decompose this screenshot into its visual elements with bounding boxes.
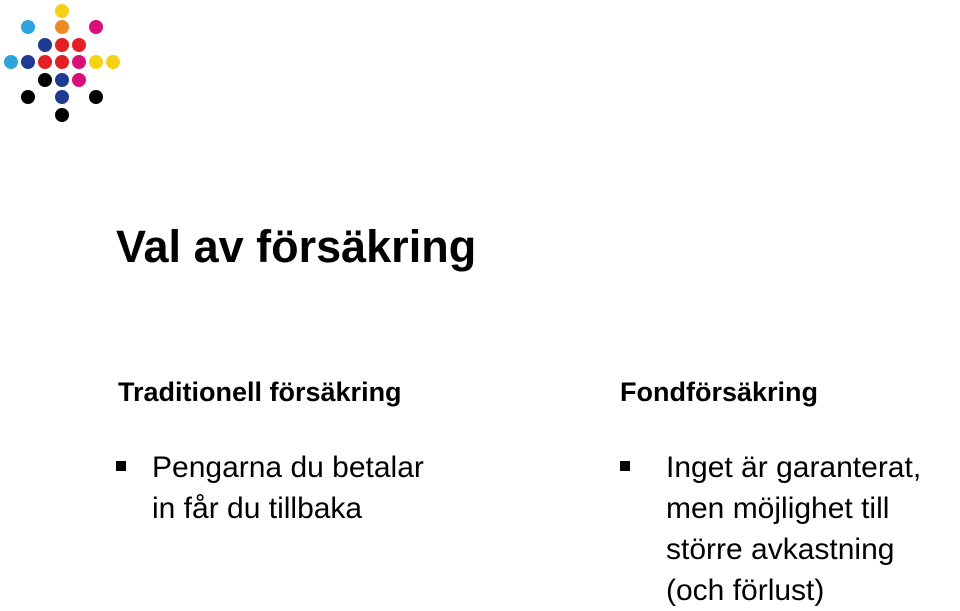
traditional-insurance-heading: Traditionell försäkring: [118, 377, 402, 407]
logo-dot: [38, 38, 52, 52]
fund-insurance-bullets: [620, 447, 921, 611]
logo-dot: [89, 90, 103, 104]
bullet-text-line: in får du tillbaka: [152, 492, 363, 525]
bullet-item: [620, 447, 921, 611]
logo-dot: [55, 55, 69, 69]
fund-insurance-heading: Fondförsäkring: [620, 377, 819, 407]
traditional-insurance-column: [118, 374, 518, 525]
bullet-text-line: större avkastning: [666, 533, 895, 566]
logo-dot: [72, 38, 86, 52]
bullet-text-line: men möjlighet till: [666, 492, 890, 525]
slide-title: Val av försäkring: [116, 221, 477, 272]
logo-dot: [4, 55, 18, 69]
logo-dot: [55, 108, 69, 122]
logo-dot: [55, 90, 69, 104]
logo-dot: [38, 55, 52, 69]
logo-dot: [21, 20, 35, 34]
square-bullet-icon: [620, 461, 630, 471]
logo-dot: [72, 55, 86, 69]
bullet-item: [118, 447, 424, 529]
logo-dot: [55, 73, 69, 87]
fund-insurance-column: [620, 374, 955, 607]
bullet-text-line: Pengarna du betalar: [152, 451, 424, 484]
logo-dot: [55, 38, 69, 52]
bullet-text-line: Inget är garanterat,: [666, 451, 922, 484]
logo-dot: [21, 55, 35, 69]
bullet-text-line: (och förlust): [666, 574, 825, 607]
logo-dot: [89, 20, 103, 34]
logo-dot: [106, 55, 120, 69]
logo-dot: [89, 55, 103, 69]
dot-grid-logo-icon: [0, 0, 130, 128]
logo-dot: [21, 90, 35, 104]
logo-dot: [72, 73, 86, 87]
square-bullet-icon: [116, 461, 126, 471]
logo-dot: [38, 73, 52, 87]
traditional-insurance-bullets: [118, 447, 424, 529]
logo-dot: [55, 4, 69, 18]
logo-dot: [55, 20, 69, 34]
